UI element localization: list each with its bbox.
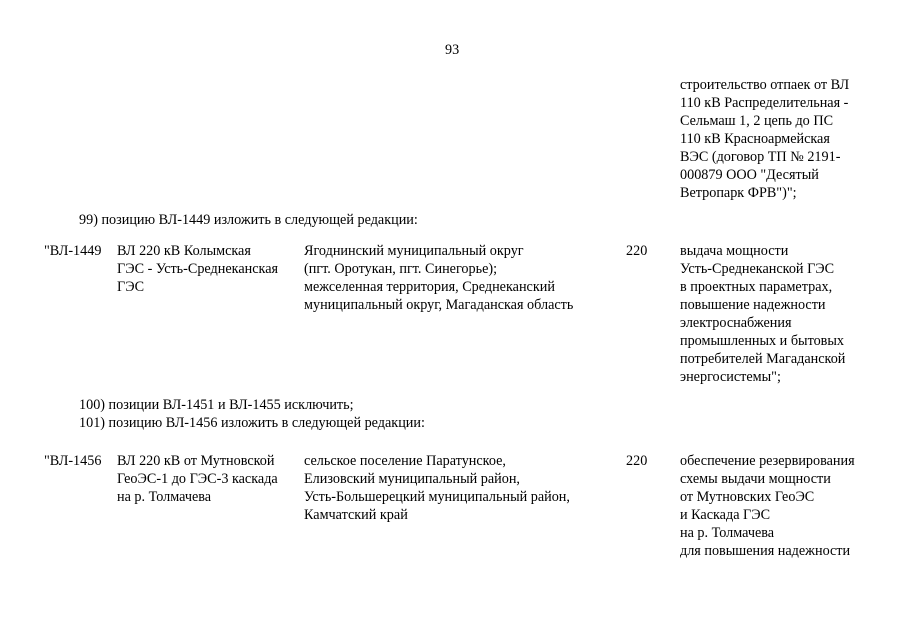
text-line: ГЭС: [117, 279, 145, 295]
text-line: межселенная территория, Среднеканский: [304, 279, 555, 295]
page-number: 93: [445, 42, 460, 58]
text-line: в проектных параметрах,: [680, 279, 833, 295]
text-line: строительство отпаек от ВЛ: [680, 77, 850, 93]
text-line: ВЛ 220 кВ от Мутновской: [117, 453, 275, 469]
row-1449-code: "ВЛ-1449: [44, 243, 102, 259]
row-1449-purpose: [680, 242, 845, 386]
text-line: на р. Толмачева: [680, 525, 775, 541]
text-line: ГеоЭС-1 до ГЭС-3 каскада: [117, 471, 278, 487]
text-line: выдача мощности: [680, 243, 789, 259]
text-line: ВЛ 220 кВ Колымская: [117, 243, 251, 259]
text-line: промышленных и бытовых: [680, 333, 845, 349]
text-line: Усть-Большерецкий муниципальный район,: [304, 489, 570, 505]
text-line: от Мутновских ГеоЭС: [680, 489, 815, 505]
row-1456-purpose: [680, 452, 855, 560]
text-line: Усть-Среднеканской ГЭС: [680, 261, 835, 277]
text-line: на р. Толмачева: [117, 489, 212, 505]
text-line: потребителей Магаданской: [680, 351, 846, 367]
text-line: обеспечение резервирования: [680, 453, 855, 469]
row-1449-voltage: 220: [626, 243, 648, 259]
text-line: энергосистемы";: [680, 369, 781, 385]
text-line: сельское поселение Паратунское,: [304, 453, 506, 469]
text-line: ГЭС - Усть-Среднеканская: [117, 261, 279, 277]
row-1456-code: "ВЛ-1456: [44, 453, 102, 469]
top-continuation-text: [680, 76, 849, 202]
row-1456-location: [304, 452, 570, 524]
text-line: Ветропарк ФРВ")";: [680, 185, 797, 201]
text-line: и Каскада ГЭС: [680, 507, 771, 523]
text-line: электроснабжения: [680, 315, 792, 331]
text-line: ВЭС (договор ТП № 2191-: [680, 149, 841, 165]
text-line: 110 кВ Распределительная -: [680, 95, 849, 111]
row-1449-name: [117, 242, 278, 296]
row-1456-name: [117, 452, 278, 506]
instruction-101: 101) позицию ВЛ-1456 изложить в следующей редакции:: [79, 415, 425, 431]
instruction-99: 99) позицию ВЛ-1449 изложить в следующей редакции:: [79, 212, 418, 228]
text-line: Ягоднинский муниципальный округ: [304, 243, 524, 259]
text-line: Елизовский муниципальный район,: [304, 471, 520, 487]
text-line: 000879 ООО "Десятый: [680, 167, 819, 183]
text-line: схемы выдачи мощности: [680, 471, 831, 487]
text-line: повышение надежности: [680, 297, 826, 313]
text-line: муниципальный округ, Магаданская область: [304, 297, 574, 313]
text-line: (пгт. Оротукан, пгт. Синегорье);: [304, 261, 498, 277]
instruction-100: 100) позиции ВЛ-1451 и ВЛ-1455 исключить;: [79, 397, 354, 413]
text-line: Сельмаш 1, 2 цепь до ПС: [680, 113, 834, 129]
row-1456-voltage: 220: [626, 453, 648, 469]
row-1449-location: [304, 242, 573, 314]
text-line: 110 кВ Красноармейская: [680, 131, 830, 147]
text-line: для повышения надежности: [680, 543, 851, 559]
text-line: Камчатский край: [304, 507, 408, 523]
